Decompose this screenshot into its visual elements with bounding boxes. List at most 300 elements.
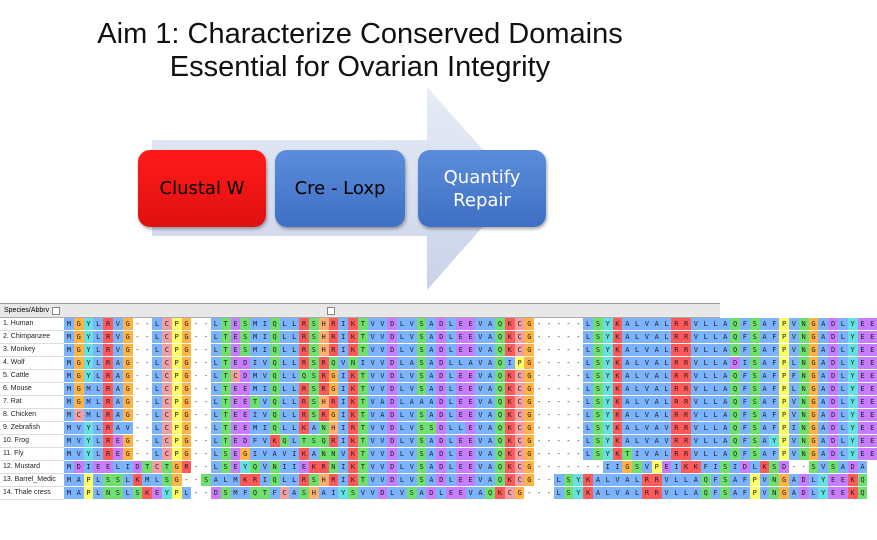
residue-cell: Y [603,357,613,369]
residue-cell: L [701,448,711,460]
residue-cell: L [280,396,290,408]
residue-cell: Q [495,331,505,343]
residue-cell: R [299,383,309,395]
residue-cell: Y [84,344,94,356]
residue-cell: P [172,331,182,343]
residue-cell: V [368,357,378,369]
residue-cell: D [436,474,446,486]
residue-cell: L [211,422,221,434]
residue-cell: A [113,357,123,369]
residue-cell: N [329,461,339,473]
residue-cell: G [182,383,192,395]
residue-cell: L [280,370,290,382]
residue-cell: Y [848,357,858,369]
residue-cell: - [564,461,574,473]
residue-cell: D [211,487,221,499]
residue-cell: R [348,422,358,434]
residue-cell: - [534,357,544,369]
residue-cell: L [583,435,593,447]
residue-cell: F [769,344,779,356]
residue-cell: - [554,461,564,473]
residue-cell: V [475,383,485,395]
residue-cell: G [123,344,133,356]
residue-cell: E [456,435,466,447]
sequence-row [64,435,877,448]
residue-cell: L [152,357,162,369]
residue-cell: Q [485,487,495,499]
residue-cell: Q [730,370,740,382]
residue-cell: N [348,357,358,369]
step-label: Cre - Loxp [294,178,386,199]
residue-cell: G [182,448,192,460]
residue-cell: A [426,383,436,395]
residue-cell: E [240,409,250,421]
residue-cell: Q [270,396,280,408]
residue-cell: K [348,383,358,395]
residue-cell: D [436,357,446,369]
residue-cell: Y [848,409,858,421]
residue-cell: D [828,422,838,434]
residue-cell: C [74,409,84,421]
residue-cell: T [622,448,632,460]
residue-cell: - [182,474,192,486]
residue-cell: K [613,448,623,460]
residue-cell: H [319,331,329,343]
residue-cell: L [397,422,407,434]
residue-cell: A [730,487,740,499]
residue-cell: P [84,487,94,499]
residue-cell: - [191,422,201,434]
residue-cell: - [133,383,143,395]
residue-cell: E [231,396,241,408]
residue-cell: L [93,370,103,382]
residue-cell: C [505,487,515,499]
residue-cell: L [583,357,593,369]
residue-cell: - [564,396,574,408]
residue-cell: A [74,487,84,499]
residue-cell: - [554,422,564,434]
residue-cell: - [534,370,544,382]
residue-cell: F [740,435,750,447]
residue-cell: - [799,461,809,473]
residue-cell: A [652,422,662,434]
residue-cell: - [133,331,143,343]
residue-cell: A [622,331,632,343]
residue-cell: R [681,409,691,421]
sequence-row [64,461,877,474]
species-name: 1. Human [0,318,64,331]
residue-cell: L [701,396,711,408]
residue-cell: E [231,422,241,434]
residue-cell: G [524,318,534,330]
residue-cell: - [201,435,211,447]
residue-cell: L [456,422,466,434]
residue-cell: P [779,318,789,330]
residue-cell: P [172,318,182,330]
residue-cell: G [809,357,819,369]
residue-cell: - [133,344,143,356]
residue-cell: K [505,344,515,356]
residue-cell: D [387,461,397,473]
residue-cell: L [211,331,221,343]
residue-cell: V [662,422,672,434]
residue-cell: S [417,383,427,395]
residue-cell: K [505,409,515,421]
residue-cell: R [319,357,329,369]
residue-cell: Y [84,318,94,330]
residue-cell: T [221,318,231,330]
residue-cell: L [681,474,691,486]
residue-cell: S [309,370,319,382]
residue-cell: V [378,370,388,382]
residue-cell: F [701,461,711,473]
residue-cell: E [446,487,456,499]
residue-cell: Y [603,396,613,408]
residue-cell: A [426,435,436,447]
residue-cell: Q [329,357,339,369]
residue-cell: A [485,357,495,369]
residue-cell: V [368,409,378,421]
residue-cell: A [426,318,436,330]
residue-cell: K [348,370,358,382]
sequence-row [64,344,877,357]
residue-cell: T [221,331,231,343]
residue-cell: L [838,344,848,356]
residue-cell: N [319,448,329,460]
step-quantify-repair [418,150,546,227]
residue-cell: L [632,318,642,330]
residue-cell: L [711,318,721,330]
residue-cell: Y [603,344,613,356]
residue-cell: E [466,435,476,447]
residue-cell: L [289,370,299,382]
residue-cell: M [64,487,74,499]
residue-cell: E [858,331,868,343]
residue-cell: - [554,383,564,395]
residue-cell: S [417,357,427,369]
residue-cell: M [64,435,74,447]
residue-cell: E [113,435,123,447]
residue-cell: E [456,396,466,408]
residue-cell: F [240,487,250,499]
residue-cell: R [103,357,113,369]
residue-cell: A [593,487,603,499]
residue-cell: - [564,409,574,421]
residue-cell: G [329,409,339,421]
residue-cell: P [515,357,525,369]
residue-cell: V [407,422,417,434]
residue-cell: L [711,331,721,343]
residue-cell: S [103,474,113,486]
residue-cell: L [838,448,848,460]
residue-cell: S [240,331,250,343]
residue-cell: I [740,357,750,369]
residue-cell: F [740,422,750,434]
residue-cell: K [348,331,358,343]
residue-cell: S [593,318,603,330]
residue-cell: R [182,461,192,473]
residue-cell: L [632,357,642,369]
residue-cell: E [456,344,466,356]
residue-cell: Q [858,474,868,486]
residue-cell: K [505,474,515,486]
residue-cell: V [358,487,368,499]
residue-cell: F [740,396,750,408]
residue-cell: M [250,331,260,343]
residue-cell: G [182,409,192,421]
residue-cell: - [564,383,574,395]
residue-cell: I [84,461,94,473]
residue-cell: Q [270,383,280,395]
residue-cell: - [544,318,554,330]
residue-cell: V [378,448,388,460]
residue-cell: V [407,435,417,447]
residue-cell: E [867,318,877,330]
residue-cell: L [211,357,221,369]
residue-cell: S [720,487,730,499]
residue-cell: Y [603,448,613,460]
residue-cell: R [299,409,309,421]
residue-cell: V [368,422,378,434]
residue-cell: - [534,422,544,434]
residue-cell: L [662,396,672,408]
residue-cell: D [387,331,397,343]
residue-cell: Q [730,448,740,460]
step-label: Quantify Repair [443,166,521,211]
residue-cell: - [534,396,544,408]
residue-cell: Y [240,461,250,473]
residue-cell: - [534,383,544,395]
residue-cell: A [652,448,662,460]
residue-cell: N [799,409,809,421]
residue-cell: S [299,487,309,499]
residue-cell: M [84,409,94,421]
residue-cell: A [466,357,476,369]
residue-cell: E [231,435,241,447]
residue-cell: C [515,448,525,460]
residue-cell: V [113,318,123,330]
residue-cell: F [740,409,750,421]
residue-cell: A [113,383,123,395]
residue-cell: Y [818,474,828,486]
residue-cell: L [397,383,407,395]
residue-cell: D [730,357,740,369]
residue-cell: L [397,461,407,473]
residue-cell: - [191,357,201,369]
residue-cell: D [387,318,397,330]
residue-cell: M [231,487,241,499]
residue-cell: L [211,461,221,473]
residue-cell: A [485,474,495,486]
residue-cell: A [760,422,770,434]
residue-cell: Q [495,448,505,460]
residue-cell: R [329,331,339,343]
residue-cell: L [93,409,103,421]
residue-cell: E [466,344,476,356]
residue-cell: E [858,409,868,421]
residue-cell: D [436,344,446,356]
residue-cell: K [505,331,515,343]
residue-cell: V [338,448,348,460]
residue-cell: - [201,318,211,330]
residue-cell: L [446,448,456,460]
residue-cell: Q [730,409,740,421]
residue-cell: G [329,383,339,395]
residue-cell: C [515,383,525,395]
residue-cell: K [299,422,309,434]
residue-cell: Q [495,396,505,408]
residue-cell: L [289,422,299,434]
residue-cell: F [740,370,750,382]
residue-cell: S [750,422,760,434]
residue-cell: R [299,474,309,486]
residue-cell: R [299,396,309,408]
residue-cell: A [426,461,436,473]
residue-cell: S [750,357,760,369]
residue-cell: A [593,474,603,486]
residue-cell: L [280,357,290,369]
residue-cell: R [681,396,691,408]
residue-cell: P [172,409,182,421]
residue-cell: G [123,435,133,447]
residue-cell: - [201,422,211,434]
residue-cell: L [93,474,103,486]
residue-cell: L [446,383,456,395]
species-name: 10. Frog [0,435,64,448]
residue-cell: V [642,461,652,473]
residue-cell: D [828,448,838,460]
residue-cell: Y [603,435,613,447]
residue-cell: V [378,422,388,434]
residue-cell: - [133,396,143,408]
sequence-row [64,487,877,500]
residue-cell: L [662,383,672,395]
residue-cell: D [133,461,143,473]
residue-cell: H [319,474,329,486]
residue-cell: V [378,461,388,473]
residue-cell: P [172,487,182,499]
residue-cell: K [240,474,250,486]
residue-cell: - [142,448,152,460]
residue-cell: V [407,331,417,343]
residue-cell: V [642,422,652,434]
residue-cell: R [103,448,113,460]
residue-cell: L [446,344,456,356]
residue-cell: - [142,383,152,395]
residue-cell: S [593,435,603,447]
residue-cell: - [573,370,583,382]
residue-cell: Q [270,357,280,369]
residue-cell: A [789,487,799,499]
residue-cell: V [280,448,290,460]
residue-cell: S [720,474,730,486]
residue-cell: K [348,474,358,486]
residue-cell: G [123,357,133,369]
residue-cell: R [103,383,113,395]
residue-cell: V [407,318,417,330]
residue-cell: V [368,474,378,486]
residue-cell: Y [84,370,94,382]
residue-cell: V [260,435,270,447]
residue-cell: K [309,461,319,473]
residue-cell: V [475,409,485,421]
residue-cell: T [358,474,368,486]
residue-cell: A [720,396,730,408]
residue-cell: Y [848,383,858,395]
residue-cell: A [818,448,828,460]
residue-cell: R [681,435,691,447]
residue-cell: V [789,435,799,447]
residue-cell: L [583,448,593,460]
residue-cell: T [142,461,152,473]
residue-cell: - [201,448,211,460]
residue-cell: V [760,474,770,486]
residue-cell: N [799,344,809,356]
residue-cell: S [348,487,358,499]
residue-cell: R [681,422,691,434]
residue-cell: L [789,357,799,369]
dropdown-icon[interactable] [52,307,60,315]
residue-cell: E [466,396,476,408]
residue-cell: I [289,461,299,473]
residue-cell: L [93,422,103,434]
residue-cell: C [515,396,525,408]
residue-cell: D [436,422,446,434]
residue-cell: V [642,448,652,460]
sequence-row [64,370,877,383]
residue-cell: L [152,474,162,486]
residue-cell: M [64,448,74,460]
residue-cell: D [240,370,250,382]
residue-cell: E [867,435,877,447]
residue-cell: - [554,318,564,330]
residue-cell: S [309,435,319,447]
residue-cell: L [446,370,456,382]
residue-cell: A [417,396,427,408]
residue-cell: E [466,331,476,343]
residue-cell: F [740,331,750,343]
residue-cell: Y [603,422,613,434]
residue-cell: F [769,409,779,421]
residue-cell: G [182,422,192,434]
residue-cell: A [652,383,662,395]
residue-cell: V [368,448,378,460]
residue-cell: - [142,435,152,447]
residue-cell: S [750,383,760,395]
title-line-2: Essential for Ovarian Integrity [169,51,551,83]
residue-cell: A [789,474,799,486]
residue-cell: - [191,461,201,473]
residue-cell: L [397,448,407,460]
residue-cell: Q [270,409,280,421]
residue-cell: S [750,331,760,343]
residue-cell: - [191,344,201,356]
residue-cell: D [436,461,446,473]
residue-cell: L [711,448,721,460]
residue-cell: K [613,422,623,434]
residue-cell: A [622,422,632,434]
residue-cell: E [240,383,250,395]
dropdown-icon[interactable] [327,307,335,315]
residue-cell: S [417,448,427,460]
residue-cell: V [466,487,476,499]
residue-cell: A [211,474,221,486]
residue-cell: A [485,383,495,395]
residue-cell: G [123,448,133,460]
residue-cell: I [671,461,681,473]
residue-cell: K [505,422,515,434]
residue-cell: E [867,383,877,395]
